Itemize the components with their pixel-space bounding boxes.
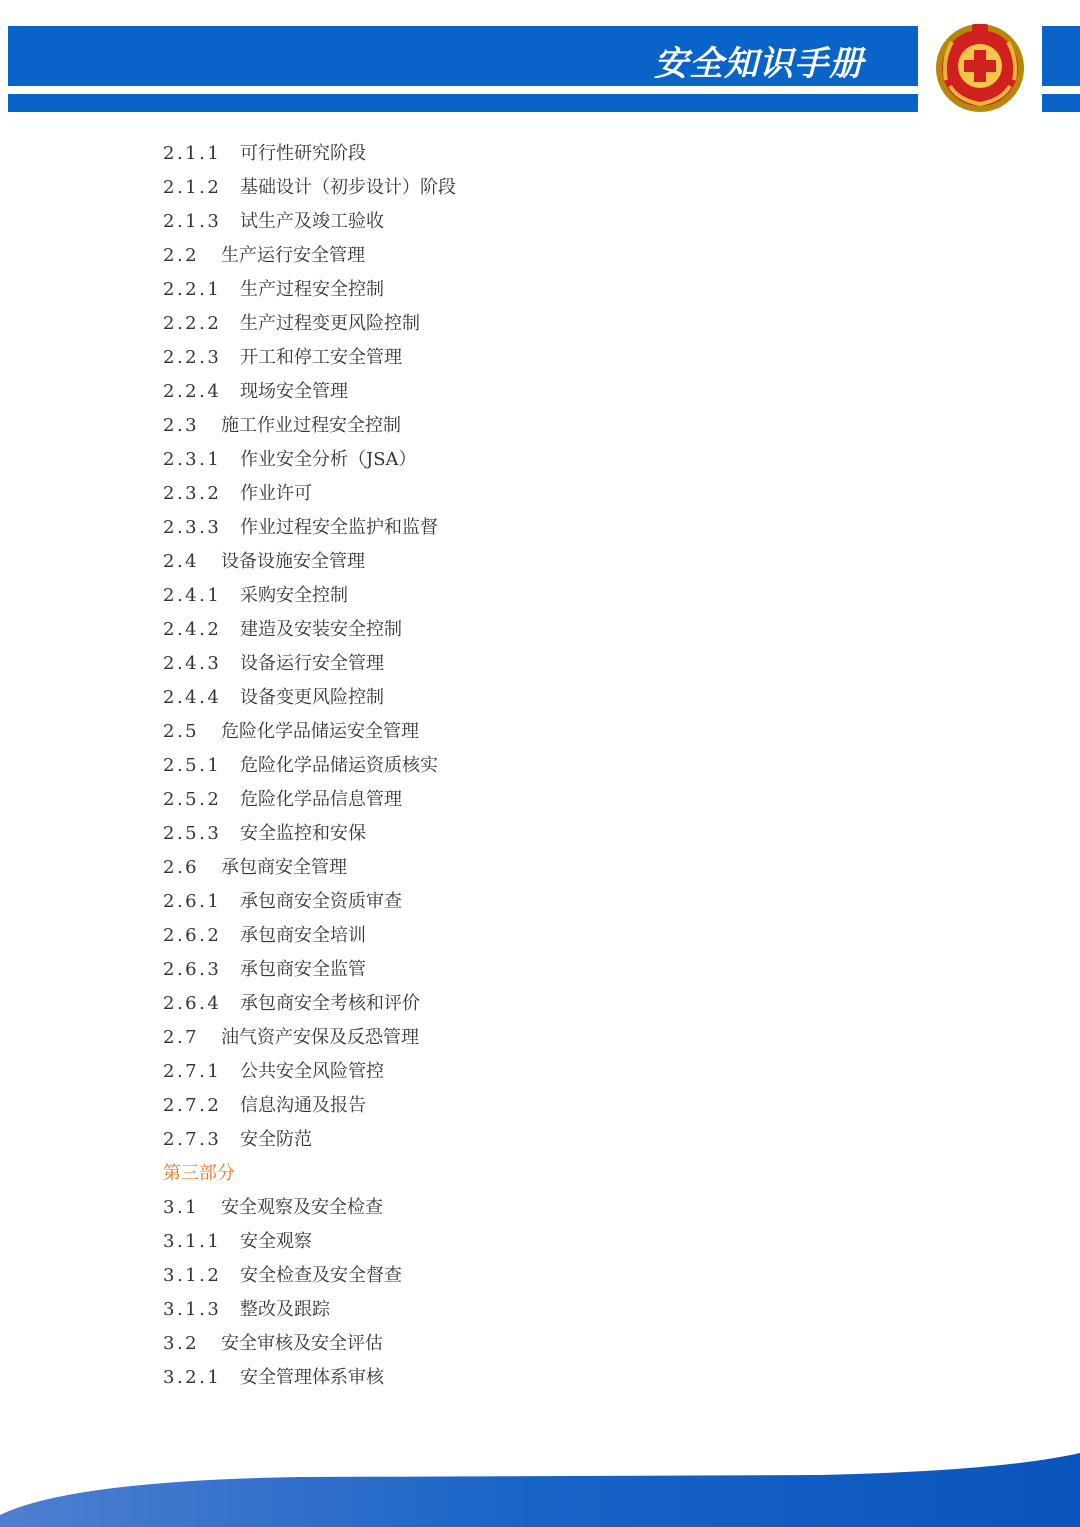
toc-entry-number: 2.5 bbox=[163, 721, 200, 742]
toc-entry bbox=[163, 953, 456, 987]
toc-entry-label: 施工作业过程安全控制 bbox=[221, 415, 401, 436]
toc-entry bbox=[163, 477, 456, 511]
toc-entry-label: 安全审核及安全评估 bbox=[221, 1333, 383, 1354]
toc-entry-label: 设备设施安全管理 bbox=[221, 551, 365, 572]
toc-entry bbox=[163, 1089, 456, 1123]
toc-entry-number: 2.2.4 bbox=[163, 381, 222, 402]
toc-entry bbox=[163, 273, 456, 307]
toc-entry-number: 2.2.3 bbox=[163, 347, 222, 368]
toc-entry-number: 3.1 bbox=[163, 1197, 200, 1218]
header-stripe-right bbox=[1042, 94, 1080, 112]
toc-entry-number: 2.6.3 bbox=[163, 959, 222, 980]
toc-entry bbox=[163, 1293, 456, 1327]
toc-entry-number: 3.1.2 bbox=[163, 1265, 222, 1286]
toc-entry-label: 可行性研究阶段 bbox=[240, 143, 366, 164]
toc-entry-label: 建造及安装安全控制 bbox=[240, 619, 402, 640]
toc-entry-label: 承包商安全考核和评价 bbox=[240, 993, 420, 1014]
toc-entry-label: 采购安全控制 bbox=[240, 585, 348, 606]
toc-entry-number: 2.7.3 bbox=[163, 1129, 222, 1150]
toc-entry-number: 2.5.1 bbox=[163, 755, 222, 776]
toc-entry-number: 2.3 bbox=[163, 415, 200, 436]
toc-entry bbox=[163, 749, 456, 783]
toc-entry bbox=[163, 1361, 456, 1395]
toc-entry-number: 2.7.1 bbox=[163, 1061, 222, 1082]
toc-entry-label: 第三部分 bbox=[163, 1163, 235, 1184]
toc-entry bbox=[163, 409, 456, 443]
toc-entry-label: 危险化学品信息管理 bbox=[240, 789, 402, 810]
table-of-contents bbox=[163, 137, 456, 1395]
toc-entry-number: 2.3.3 bbox=[163, 517, 222, 538]
toc-entry bbox=[163, 851, 456, 885]
toc-entry-number: 2.4.3 bbox=[163, 653, 222, 674]
toc-entry bbox=[163, 681, 456, 715]
toc-entry-label: 安全检查及安全督查 bbox=[240, 1265, 402, 1286]
toc-entry bbox=[163, 511, 456, 545]
toc-entry-label: 承包商安全管理 bbox=[221, 857, 347, 878]
toc-entry-number: 2.4.2 bbox=[163, 619, 222, 640]
toc-entry bbox=[163, 443, 456, 477]
toc-entry-label: 作业过程安全监护和监督 bbox=[240, 517, 438, 538]
toc-entry bbox=[163, 1123, 456, 1157]
toc-entry-number: 3.2 bbox=[163, 1333, 200, 1354]
toc-entry bbox=[163, 1259, 456, 1293]
toc-entry-label: 设备变更风险控制 bbox=[240, 687, 384, 708]
toc-entry-label: 油气资产安保及反恐管理 bbox=[221, 1027, 419, 1048]
toc-entry bbox=[163, 919, 456, 953]
toc-entry bbox=[163, 1225, 456, 1259]
toc-entry-number: 2.6.1 bbox=[163, 891, 222, 912]
toc-entry-label: 承包商安全监管 bbox=[240, 959, 366, 980]
toc-entry-label: 承包商安全资质审查 bbox=[240, 891, 402, 912]
toc-entry bbox=[163, 205, 456, 239]
toc-entry-label: 整改及跟踪 bbox=[240, 1299, 330, 1320]
toc-entry-label: 安全观察及安全检查 bbox=[221, 1197, 383, 1218]
toc-entry-label: 设备运行安全管理 bbox=[240, 653, 384, 674]
toc-entry bbox=[163, 137, 456, 171]
toc-entry-label: 现场安全管理 bbox=[240, 381, 348, 402]
toc-entry bbox=[163, 239, 456, 273]
toc-entry-label: 安全管理体系审核 bbox=[240, 1367, 384, 1388]
toc-entry bbox=[163, 613, 456, 647]
toc-entry-number: 2.1.1 bbox=[163, 143, 222, 164]
toc-entry-number: 2.2.2 bbox=[163, 313, 222, 334]
toc-entry bbox=[163, 341, 456, 375]
toc-entry-number: 2.6 bbox=[163, 857, 200, 878]
toc-entry-number: 2.2.1 bbox=[163, 279, 222, 300]
toc-entry bbox=[163, 817, 456, 851]
handbook-title: 安全知识手册 bbox=[654, 44, 864, 84]
toc-entry-number: 2.4 bbox=[163, 551, 200, 572]
toc-entry-label: 危险化学品储运安全管理 bbox=[221, 721, 419, 742]
toc-entry-label: 作业安全分析（JSA） bbox=[240, 449, 417, 470]
toc-entry-label: 生产运行安全管理 bbox=[221, 245, 365, 266]
toc-entry-label: 公共安全风险管控 bbox=[240, 1061, 384, 1082]
toc-part-heading bbox=[163, 1157, 456, 1191]
toc-entry-number: 2.3.2 bbox=[163, 483, 222, 504]
toc-entry-number: 2.5.2 bbox=[163, 789, 222, 810]
toc-entry-number: 2.4.4 bbox=[163, 687, 222, 708]
toc-entry-number: 3.1.3 bbox=[163, 1299, 222, 1320]
toc-entry-label: 开工和停工安全管理 bbox=[240, 347, 402, 368]
toc-entry-number: 2.7 bbox=[163, 1027, 200, 1048]
toc-entry bbox=[163, 545, 456, 579]
toc-entry-number: 2.6.4 bbox=[163, 993, 222, 1014]
toc-entry-label: 危险化学品储运资质核实 bbox=[240, 755, 438, 776]
toc-entry-number: 2.5.3 bbox=[163, 823, 222, 844]
toc-entry bbox=[163, 885, 456, 919]
toc-entry-label: 生产过程变更风险控制 bbox=[240, 313, 420, 334]
toc-entry bbox=[163, 987, 456, 1021]
toc-entry bbox=[163, 171, 456, 205]
toc-entry bbox=[163, 307, 456, 341]
toc-entry-label: 试生产及竣工验收 bbox=[240, 211, 384, 232]
toc-entry-number: 2.6.2 bbox=[163, 925, 222, 946]
toc-entry bbox=[163, 715, 456, 749]
toc-entry-number: 3.1.1 bbox=[163, 1231, 222, 1252]
toc-entry-number: 2.2 bbox=[163, 245, 200, 266]
toc-entry-number: 2.4.1 bbox=[163, 585, 222, 606]
header-band-right bbox=[1042, 26, 1080, 86]
toc-entry-label: 生产过程安全控制 bbox=[240, 279, 384, 300]
toc-entry bbox=[163, 1055, 456, 1089]
safety-emblem-icon bbox=[928, 20, 1032, 116]
toc-entry-label: 安全监控和安保 bbox=[240, 823, 366, 844]
toc-entry-label: 安全防范 bbox=[240, 1129, 312, 1150]
toc-entry-label: 信息沟通及报告 bbox=[240, 1095, 366, 1116]
toc-entry bbox=[163, 783, 456, 817]
toc-entry-number: 3.2.1 bbox=[163, 1367, 222, 1388]
toc-entry bbox=[163, 579, 456, 613]
toc-entry bbox=[163, 1021, 456, 1055]
toc-entry-number: 2.7.2 bbox=[163, 1095, 222, 1116]
toc-entry-label: 作业许可 bbox=[240, 483, 312, 504]
toc-entry bbox=[163, 1327, 456, 1361]
toc-entry bbox=[163, 1191, 456, 1225]
toc-entry-label: 基础设计（初步设计）阶段 bbox=[240, 177, 456, 198]
toc-entry-number: 2.3.1 bbox=[163, 449, 222, 470]
toc-entry-label: 承包商安全培训 bbox=[240, 925, 366, 946]
footer-wave bbox=[0, 1417, 1080, 1527]
toc-entry-label: 安全观察 bbox=[240, 1231, 312, 1252]
toc-entry-number: 2.1.3 bbox=[163, 211, 222, 232]
header-stripe bbox=[8, 94, 918, 112]
toc-entry bbox=[163, 375, 456, 409]
toc-entry-number: 2.1.2 bbox=[163, 177, 222, 198]
toc-entry bbox=[163, 647, 456, 681]
